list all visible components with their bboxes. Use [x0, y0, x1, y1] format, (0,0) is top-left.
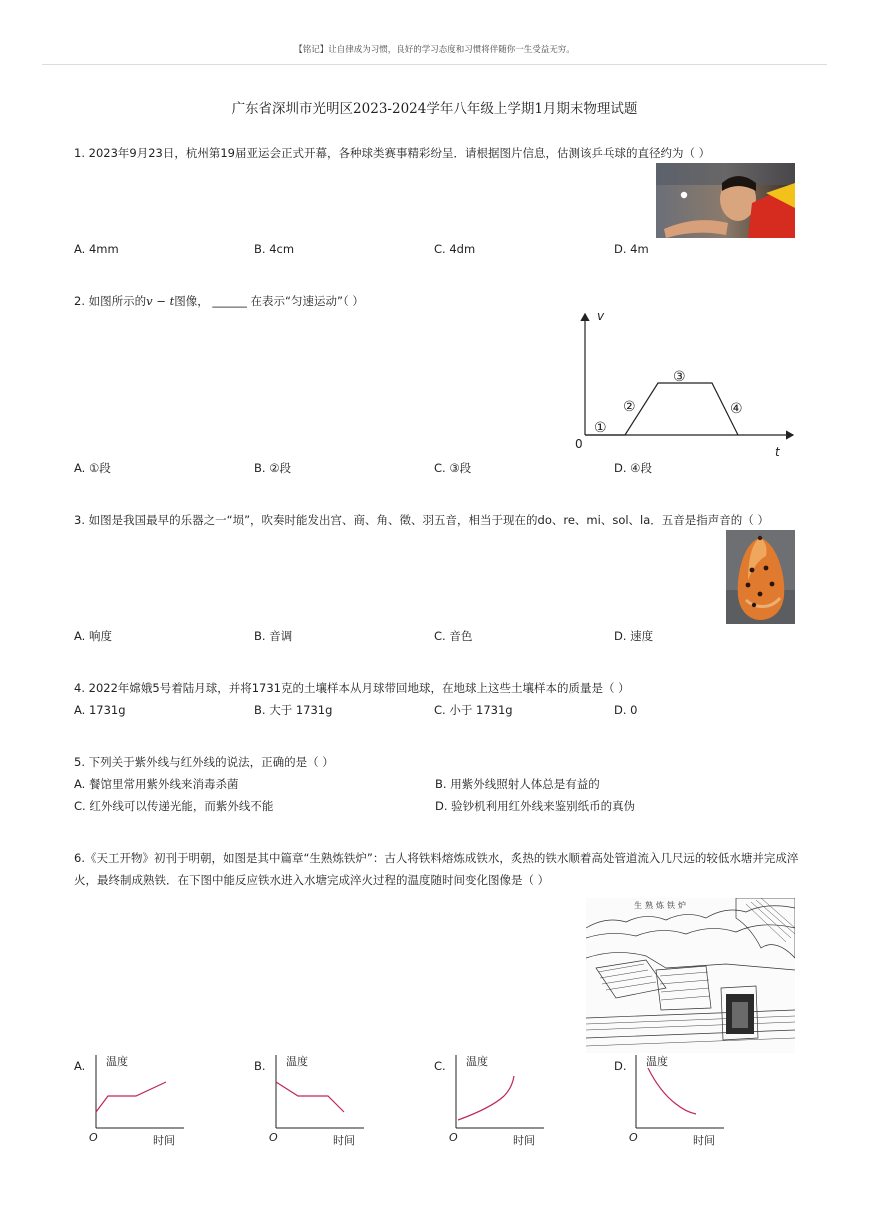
graph-b-x-label: 时间 [333, 1134, 355, 1147]
graph-b-y-label: 温度 [286, 1055, 308, 1068]
vt-segment-4: ④ [730, 401, 743, 417]
graph-d-curve [648, 1068, 696, 1114]
graph-a-curve [96, 1082, 166, 1112]
question-2-stem [74, 293, 364, 309]
vt-segment-2: ② [623, 399, 636, 415]
question-2-option-a[interactable]: A. ①段 [74, 461, 111, 475]
xun-instrument-photo [726, 530, 795, 624]
graph-option-c [446, 1050, 546, 1150]
question-2-option-c[interactable]: C. ③段 [434, 461, 472, 475]
graph-b-curve [276, 1082, 344, 1112]
graph-d-origin: O [629, 1131, 638, 1144]
question-6-option-d[interactable]: D. [614, 1059, 627, 1073]
vt-segment-3: ③ [673, 369, 686, 385]
graph-a-y-label: 温度 [106, 1055, 128, 1068]
question-3-option-b[interactable]: B. 音调 [254, 629, 293, 643]
question-2-option-d[interactable]: D. ④段 [614, 461, 652, 475]
header-divider [42, 64, 827, 65]
question-4-stem: 4. 2022年嫦娥5号着陆月球，并将1731克的土壤样本从月球带回地球，在地球上这些土壤样本的质量是（ ） [74, 681, 630, 695]
question-6-option-c[interactable]: C. [434, 1059, 446, 1073]
question-1-stem: 1. 2023年9月23日，杭州第19届亚运会正式开幕，各种球类赛事精彩纷呈．请根据图片信息，估测该乒乓球的直径约为（ ） [74, 146, 711, 160]
graph-c-origin: O [449, 1131, 458, 1144]
ping-pong-photo [656, 163, 795, 238]
vt-x-label: t [775, 445, 780, 459]
question-2-stem-variable: v − t [146, 294, 175, 308]
graph-b-origin: O [269, 1131, 278, 1144]
question-6-stem-line-2: 火，最终制成熟铁．在下图中能反应铁水进入水塘完成淬火过程的温度随时间变化图像是（ ） [74, 873, 550, 887]
question-3-option-a[interactable]: A. 响度 [74, 629, 112, 643]
question-3-option-c[interactable]: C. 音色 [434, 629, 473, 643]
graph-a-x-label: 时间 [153, 1134, 175, 1147]
question-3-stem: 3. 如图是我国最早的乐器之一“埙”，吹奏时能发出宫、商、角、徵、羽五音，相当于现在的do、re、mi、sol、la．五音是指声音的（ ） [74, 513, 769, 527]
graph-a-origin: O [89, 1131, 98, 1144]
question-1-option-a[interactable]: A. 4mm [74, 242, 119, 256]
question-3-option-d[interactable]: D. 速度 [614, 629, 654, 643]
graph-c-y-label: 温度 [466, 1055, 488, 1068]
graph-option-b [266, 1050, 366, 1150]
question-5-option-a[interactable]: A. 餐馆里常用紫外线来消毒杀菌 [74, 777, 239, 791]
page-title: 广东省深圳市光明区2023-2024学年八年级上学期1月期末物理试题 [231, 101, 638, 117]
vt-y-label: v [597, 309, 605, 323]
question-4-option-b[interactable]: B. 大于 1731g [254, 703, 333, 717]
graph-c-x-label: 时间 [513, 1134, 535, 1147]
question-5-option-c[interactable]: C. 红外线可以传递光能，而紫外线不能 [74, 799, 274, 813]
question-4-option-c[interactable]: C. 小于 1731g [434, 703, 513, 717]
question-2-option-b[interactable]: B. ②段 [254, 461, 292, 475]
graph-option-d [626, 1050, 726, 1150]
question-1-option-c[interactable]: C. 4dm [434, 242, 476, 256]
question-4-option-d[interactable]: D. 0 [614, 703, 638, 717]
question-2-stem-pre: 2. 如图所示的 [74, 294, 147, 308]
question-2-stem-post: 图像， ______ 在表示“匀速运动”（ ） [174, 294, 364, 308]
question-5-stem: 5. 下列关于紫外线与红外线的说法，正确的是（ ） [74, 755, 334, 769]
graph-c-curve [458, 1076, 514, 1120]
vt-segment-1: ① [594, 420, 607, 436]
graph-d-x-label: 时间 [693, 1134, 715, 1147]
question-6-option-b[interactable]: B. [254, 1059, 266, 1073]
vt-curve [585, 383, 738, 435]
furnace-caption: 生熟炼铁炉 [634, 901, 689, 910]
question-5-option-d[interactable]: D. 验钞机利用红外线来鉴别纸币的真伪 [435, 799, 636, 813]
question-4-option-a[interactable]: A. 1731g [74, 703, 126, 717]
furnace-woodcut-illustration [586, 898, 795, 1053]
question-6-stem-line-1: 6.《天工开物》初刊于明朝，如图是其中篇章“生熟炼铁炉”：古人将铁料熔炼成铁水，炙热的铁水顺着高处管道流入几尺远的较低水塘并完成淬 [74, 851, 799, 865]
question-1-option-b[interactable]: B. 4cm [254, 242, 295, 256]
question-6-option-a[interactable]: A. [74, 1059, 86, 1073]
vt-origin: 0 [575, 437, 583, 451]
graph-option-a [86, 1050, 186, 1150]
question-1-option-d[interactable]: D. 4m [614, 242, 649, 256]
header-motto: 【铭记】让自律成为习惯，良好的学习态度和习惯将伴随你一生受益无穷。 [294, 45, 575, 55]
vt-graph [570, 308, 800, 462]
question-5-option-b[interactable]: B. 用紫外线照射人体总是有益的 [435, 777, 600, 791]
graph-d-y-label: 温度 [646, 1055, 668, 1068]
